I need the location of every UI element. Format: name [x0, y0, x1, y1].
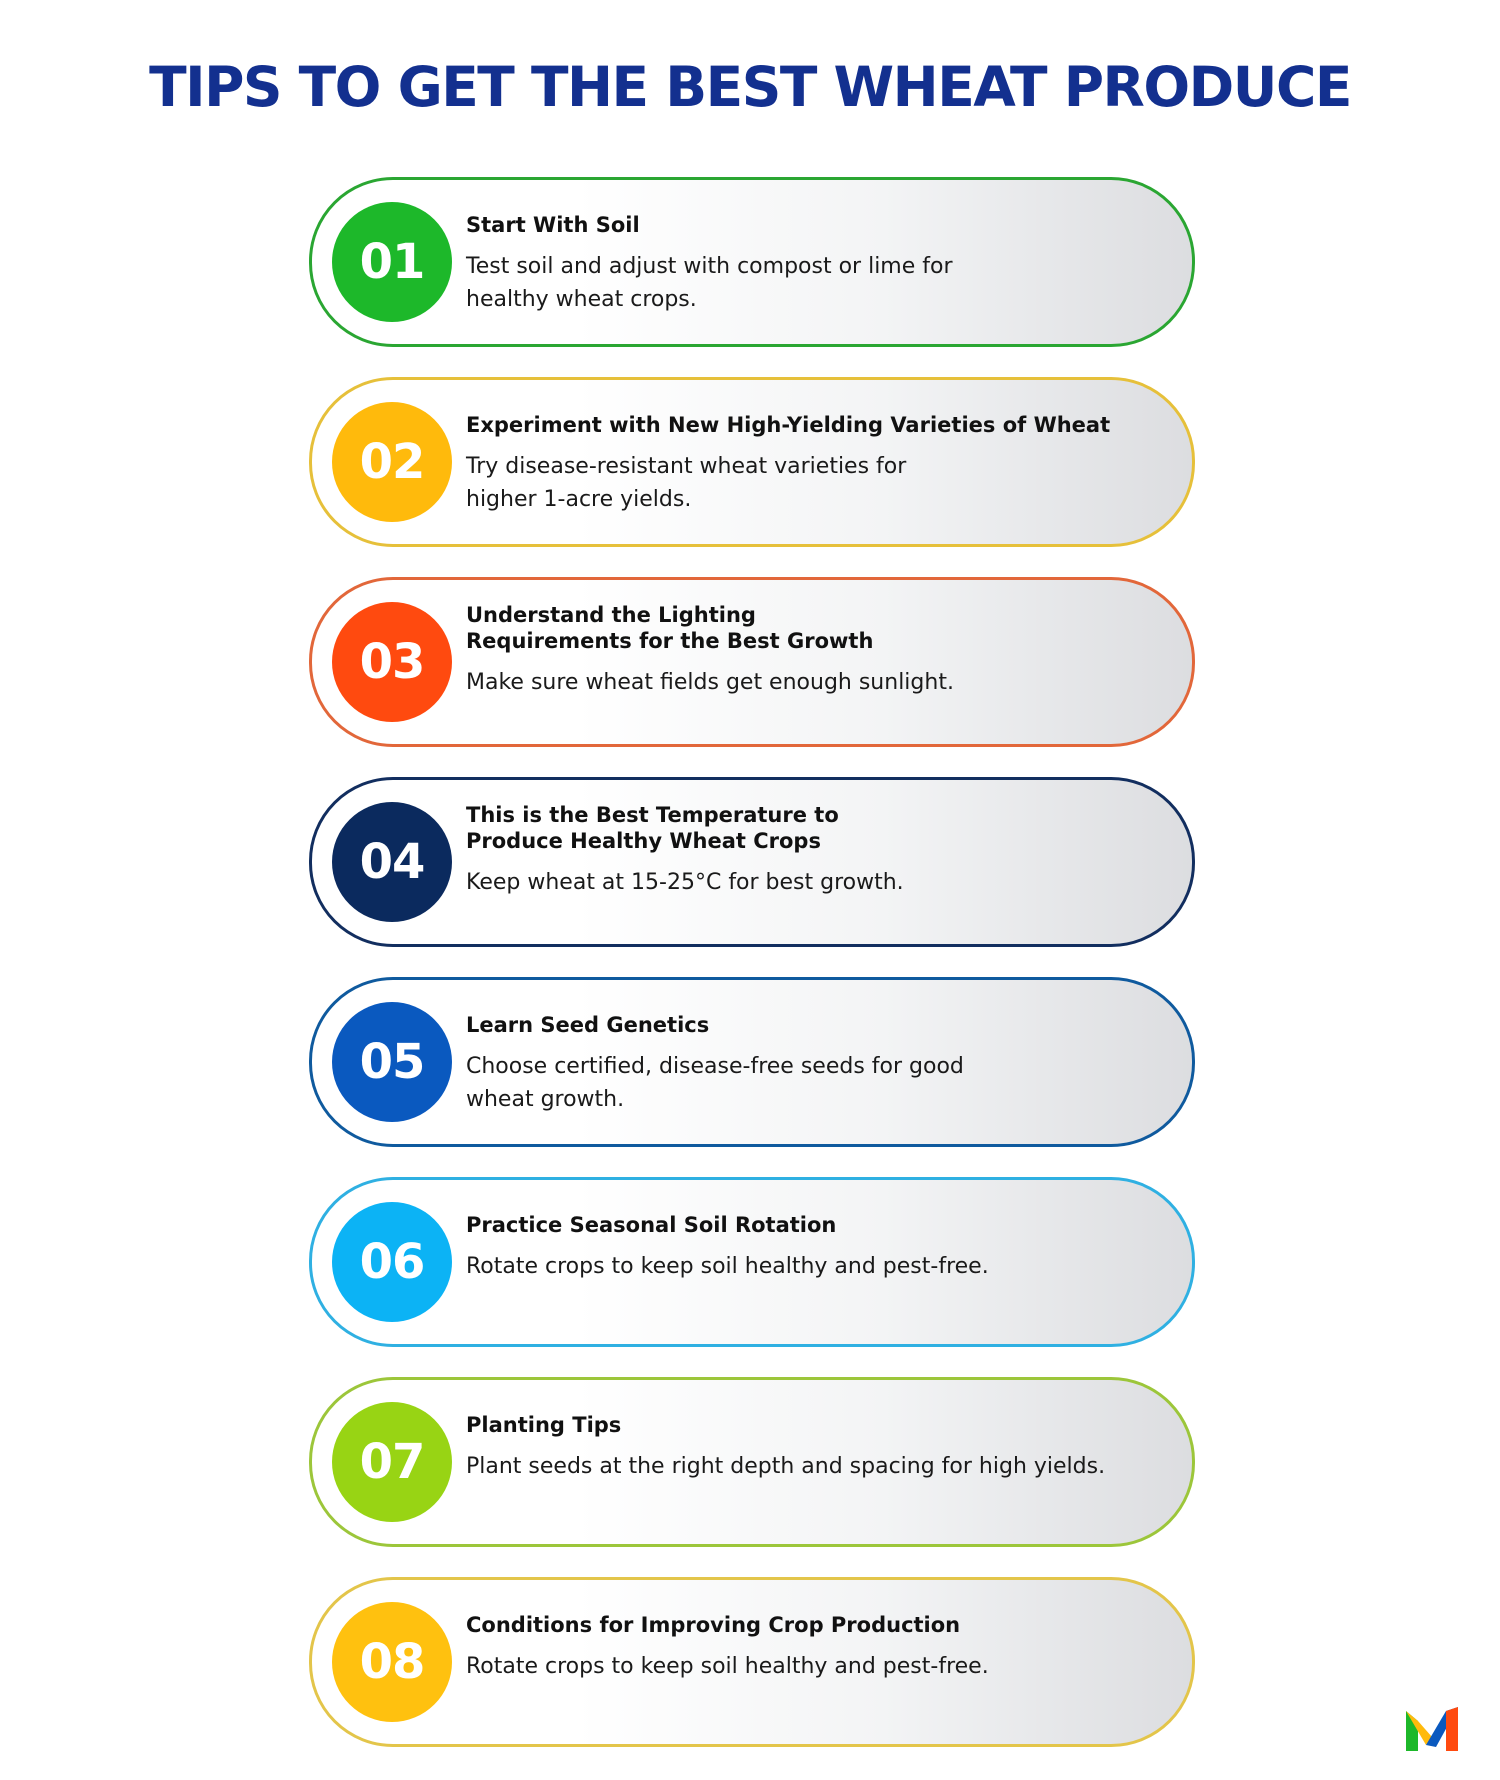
tip-description: Rotate crops to keep soil healthy and pest-free.: [466, 1254, 989, 1279]
tip-card: [309, 177, 1195, 347]
tip-card: [309, 1577, 1195, 1747]
tip-title: Start With Soil: [466, 213, 640, 237]
tip-title: Understand the Lighting Requirements for the Best Growth: [466, 603, 874, 653]
brand-logo-icon: [1406, 1707, 1458, 1751]
tip-description: Plant seeds at the right depth and spacing for high yields.: [466, 1454, 1106, 1479]
tip-card: [309, 777, 1195, 947]
tip-number-badge: 04: [332, 802, 452, 922]
tip-content: [466, 602, 1156, 699]
tip-content: [466, 802, 1156, 899]
tip-card: [309, 1177, 1195, 1347]
tip-content: [466, 1412, 1156, 1483]
tip-number-badge: 07: [332, 1402, 452, 1522]
page-title: TIPS TO GET THE BEST WHEAT PRODUCE: [149, 55, 1351, 119]
logo-right-stroke: [1446, 1707, 1458, 1751]
tip-title: This is the Best Temperature to Produce Healthy Wheat Crops: [466, 803, 839, 853]
tip-description: Make sure wheat fields get enough sunlight.: [466, 670, 954, 695]
tip-number-badge: 03: [332, 602, 452, 722]
tip-title: Practice Seasonal Soil Rotation: [466, 1213, 837, 1237]
tip-description: Try disease-resistant wheat varieties for higher 1-acre yields.: [466, 454, 907, 512]
tip-description: Choose certified, disease-free seeds for good wheat growth.: [466, 1054, 964, 1112]
tip-content: [466, 1012, 1156, 1116]
tip-content: [466, 212, 1156, 316]
tip-title: Conditions for Improving Crop Production: [466, 1613, 961, 1637]
tip-content: [466, 1612, 1156, 1683]
tip-number-badge: 06: [332, 1202, 452, 1322]
tip-number-badge: 02: [332, 402, 452, 522]
tip-number-badge: 05: [332, 1002, 452, 1122]
tip-card: [309, 1377, 1195, 1547]
tip-content: [466, 1212, 1156, 1283]
tip-card: [309, 977, 1195, 1147]
tip-title: Planting Tips: [466, 1413, 622, 1437]
tip-number-badge: 01: [332, 202, 452, 322]
tip-description: Test soil and adjust with compost or lime for healthy wheat crops.: [466, 254, 953, 312]
tip-card: [309, 577, 1195, 747]
tip-card: [309, 377, 1195, 547]
tip-number-badge: 08: [332, 1602, 452, 1722]
tips-list: [309, 177, 1193, 1777]
tip-description: Rotate crops to keep soil healthy and pest-free.: [466, 1654, 989, 1679]
tip-title: Experiment with New High-Yielding Varieties of Wheat: [466, 413, 1111, 437]
tip-description: Keep wheat at 15-25°C for best growth.: [466, 870, 904, 895]
tip-content: [466, 412, 1156, 516]
tip-title: Learn Seed Genetics: [466, 1013, 710, 1037]
